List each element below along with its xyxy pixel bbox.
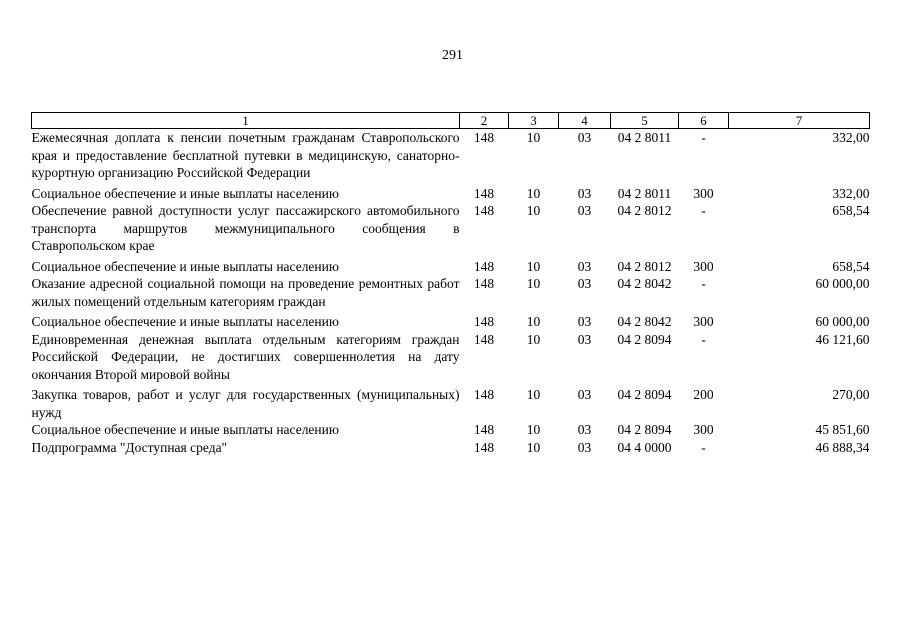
header-col-7: 7	[729, 113, 870, 129]
row-code: 148	[473, 331, 495, 347]
row-type: 300	[693, 185, 714, 201]
row-amount: 60 000,00	[815, 314, 870, 329]
table-row	[32, 421, 870, 439]
header-col-5: 5	[611, 113, 679, 129]
row-section: 10	[526, 331, 541, 347]
row-name: Обеспечение равной доступности услуг пассажирского автомобильного транспорта маршрутов межмуниципального сообщения в Ставропольском крае	[31, 203, 460, 253]
row-target: 04 2 8094	[617, 387, 672, 402]
row-section: 10	[526, 185, 541, 201]
row-section: 10	[526, 314, 541, 329]
table-row	[32, 202, 870, 255]
table-row	[32, 182, 870, 203]
row-name: Ежемесячная доплата к пенсии почетным гражданам Ставропольского края и предоставление бесплатной путевки в медицинскую, санаторно-курортную организацию Российской Федерации	[31, 130, 460, 180]
row-name: Единовременная денежная выплата отдельным категориям граждан Российской Федерации, не достигших совершеннолетия на дату окончания Второй мировой войны	[31, 331, 460, 382]
row-code: 148	[473, 387, 495, 402]
table-row	[32, 439, 870, 457]
table-row	[32, 255, 870, 276]
row-name: Социальное обеспечение и иные выплаты населению	[31, 185, 339, 201]
table-row	[32, 383, 870, 421]
row-subsection: 03	[577, 387, 592, 402]
budget-table	[31, 112, 870, 456]
row-section: 10	[526, 258, 541, 274]
row-code: 148	[473, 203, 495, 218]
row-target: 04 2 8012	[617, 258, 672, 274]
table-row	[32, 310, 870, 331]
row-type: -	[701, 439, 706, 455]
row-type: 300	[693, 314, 714, 329]
row-target: 04 2 8011	[617, 130, 672, 145]
row-amount: 658,54	[832, 203, 870, 218]
row-amount: 270,00	[832, 387, 870, 402]
row-name: Социальное обеспечение и иные выплаты населению	[31, 314, 339, 329]
row-type: 200	[693, 387, 714, 402]
header-col-1: 1	[32, 113, 460, 129]
row-code: 148	[473, 130, 495, 145]
row-target: 04 2 8042	[617, 314, 672, 329]
header-col-6: 6	[679, 113, 729, 129]
row-target: 04 2 8094	[617, 331, 672, 347]
row-target: 04 2 8012	[617, 203, 672, 218]
row-type: -	[701, 130, 706, 145]
row-subsection: 03	[577, 439, 592, 455]
row-subsection: 03	[577, 130, 592, 145]
row-amount: 46 121,60	[815, 331, 870, 347]
row-subsection: 03	[577, 185, 592, 201]
row-subsection: 03	[577, 258, 592, 274]
row-code: 148	[473, 258, 495, 274]
table-header-row	[32, 113, 870, 129]
row-name: Закупка товаров, работ и услуг для государственных (муниципальных) нужд	[31, 387, 460, 420]
row-amount: 60 000,00	[815, 276, 870, 291]
header-col-3: 3	[509, 113, 559, 129]
row-type: -	[701, 331, 706, 347]
row-type: 300	[693, 422, 714, 437]
table-row	[32, 129, 870, 182]
row-name: Оказание адресной социальной помощи на проведение ремонтных работ жилых помещений отдельным категориям граждан	[31, 276, 460, 309]
row-type: -	[701, 276, 706, 291]
row-section: 10	[526, 203, 541, 218]
row-name: Социальное обеспечение и иные выплаты населению	[31, 422, 339, 437]
page-number: 291	[442, 48, 463, 63]
header-col-2: 2	[460, 113, 509, 129]
row-target: 04 4 0000	[617, 439, 672, 455]
row-section: 10	[526, 387, 541, 402]
row-subsection: 03	[577, 422, 592, 437]
row-type: -	[701, 203, 706, 218]
row-target: 04 2 8094	[617, 422, 672, 437]
table-row	[32, 331, 870, 384]
row-code: 148	[473, 314, 495, 329]
row-code: 148	[473, 185, 495, 201]
row-subsection: 03	[577, 331, 592, 347]
row-target: 04 2 8011	[617, 185, 672, 201]
row-amount: 332,00	[832, 130, 870, 145]
row-type: 300	[693, 258, 714, 274]
row-amount: 46 888,34	[815, 439, 870, 455]
row-amount: 658,54	[832, 258, 870, 274]
row-code: 148	[473, 276, 495, 291]
row-section: 10	[526, 422, 541, 437]
row-target: 04 2 8042	[617, 276, 672, 291]
row-section: 10	[526, 439, 541, 455]
row-amount: 45 851,60	[815, 422, 870, 437]
row-subsection: 03	[577, 276, 592, 291]
row-section: 10	[526, 276, 541, 291]
row-code: 148	[473, 439, 495, 455]
row-name: Социальное обеспечение и иные выплаты населению	[31, 258, 339, 274]
row-subsection: 03	[577, 314, 592, 329]
row-amount: 332,00	[832, 185, 870, 201]
row-subsection: 03	[577, 203, 592, 218]
row-name: Подпрограмма "Доступная среда"	[31, 439, 228, 455]
row-section: 10	[526, 130, 541, 145]
row-code: 148	[473, 422, 495, 437]
table-row	[32, 275, 870, 310]
header-col-4: 4	[559, 113, 611, 129]
